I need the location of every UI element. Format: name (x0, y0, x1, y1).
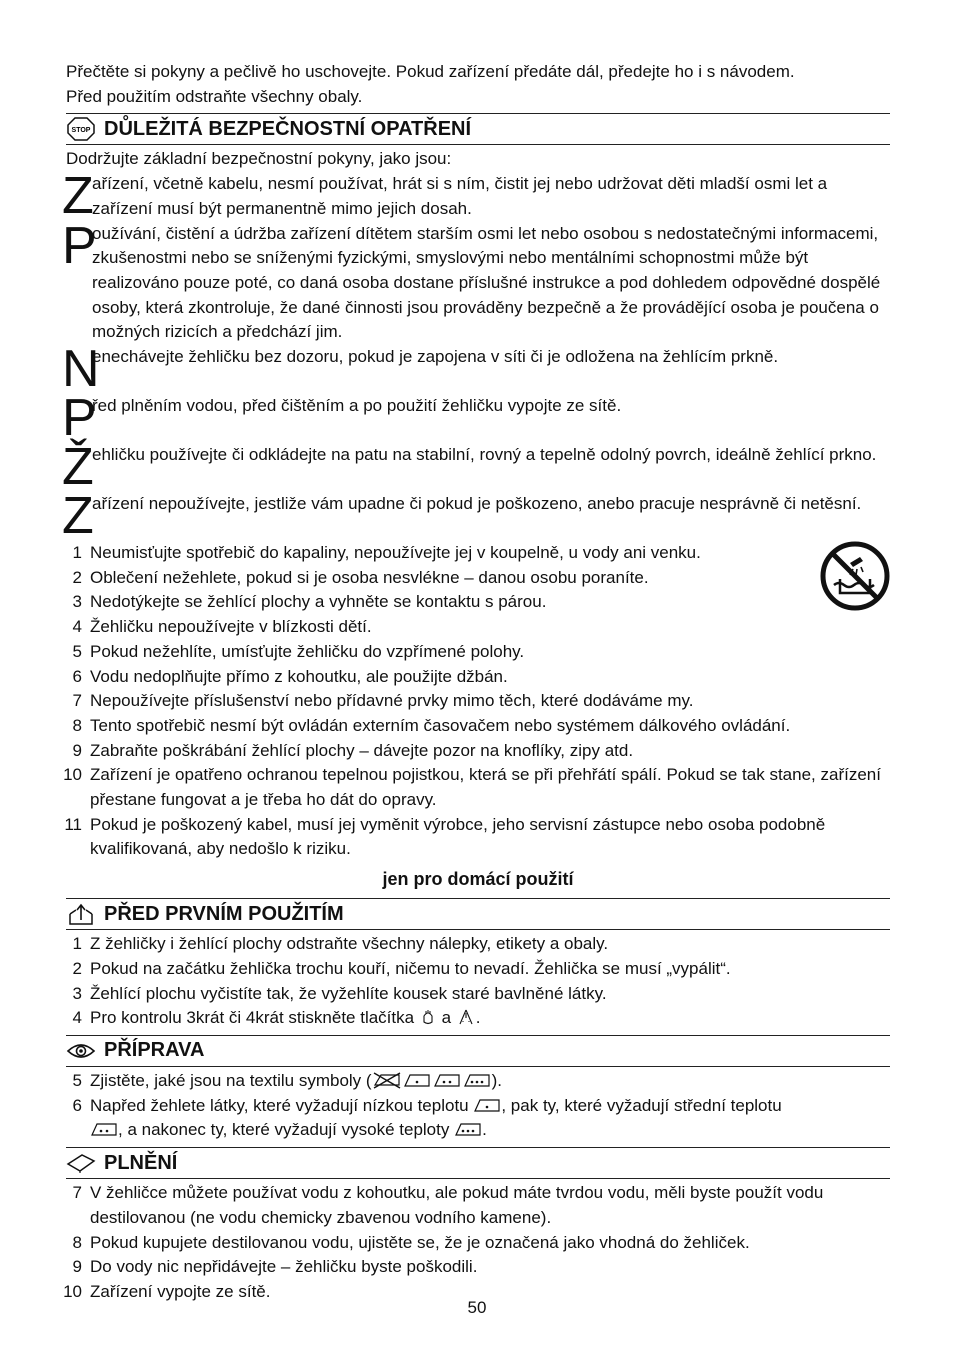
list-item: 2 Oblečení nežehlete, pokud si je osoba nesvlékne – danou osobu poraníte. (72, 567, 649, 587)
safety-block (62, 147, 890, 894)
list-item: 5 Pokud nežehlíte, umísťujte žehličku do vzpřímené polohy. (72, 641, 525, 661)
safety-list (63, 541, 890, 862)
spray-button-icon (456, 1008, 476, 1026)
drop-cap: P (62, 216, 97, 275)
iron-three-dots-icon (462, 1071, 492, 1089)
list-item: 4 Pro kontrolu 3krát či 4krát stiskněte tlačítka a . (72, 1008, 481, 1028)
list-item: 11 Pokud je poškozený kabel, musí jej vyměnit výrobce, jeho servisní zástupce nebo osoba podobně kvalifikovaná, aby nedošlo k riziku. (64, 814, 826, 859)
list-item: 10 Zařízení vypojte ze sítě. (63, 1281, 271, 1301)
iron-one-dot-icon (473, 1096, 501, 1114)
page-number: 50 (467, 1298, 487, 1317)
list-item: 4 Žehličku nepoužívejte v blízkosti dětí. (72, 617, 372, 637)
safety-list-wrap (63, 541, 890, 862)
fill-water-icon (66, 1151, 96, 1175)
drop-text: enechávejte žehličku bez dozoru, pokud je zapojena v síti či je odložena na žehlícím prkně. (92, 347, 779, 367)
steam-button-icon (419, 1008, 437, 1026)
drop-text: oužívání, čistění a údržba zařízení dítětem starším osmi let nebo osobou s nedostatečnými informacemi, zkušenostmi nebo se sníženými fyzickými, smyslovými nebo mentálními schopnostmi může být realizováno pouze poté, co daná osoba dostane příslušné instrukce a pod dohledem odpovědné dospělé osoby, která zkontroluje, že dané činnosti jsou prováděny bezpečně a že provádějící osoba je poučena o možných rizicích a předchází jim. (92, 223, 881, 342)
list-item: 9 Zabraňte poškrábání žehlící plochy – dávejte pozor na knoflíky, zipy atd. (72, 740, 634, 760)
domestic-use-note: jen pro domácí použití (382, 869, 574, 890)
drop-paragraph (62, 487, 890, 546)
fill-heading (66, 1147, 890, 1179)
prep-heading (66, 1035, 890, 1067)
drop-paragraph (62, 438, 890, 497)
unpack-icon (66, 902, 96, 926)
list-item: 9 Do vody nic nepřidávejte – žehličku byste poškodili. (72, 1257, 478, 1277)
list-item: 8 Tento spotřebič nesmí být ovládán externím časovačem nebo systémem dálkového ovládání. (72, 715, 791, 735)
first-use-title: PŘED PRVNÍM POUŽITÍM (104, 902, 344, 925)
prep-block (66, 1069, 890, 1143)
drop-paragraph (62, 216, 890, 346)
drop-paragraph (62, 167, 890, 226)
drop-text: ehličku používejte či odkládejte na patu na stabilní, rovný a tepelně odolný povrch, ideálně žehlící prkno. (92, 445, 877, 465)
intro-line-2: Před použitím odstraňte všechny obaly. (66, 86, 363, 106)
stop-icon (66, 117, 96, 141)
fill-block (63, 1181, 890, 1305)
list-item: 8 Pokud kupujete destilovanou vodu, ujistěte se, že je označená jako vhodná do žehliček. (72, 1232, 750, 1252)
list-item: 1 Neumisťujte spotřebič do kapaliny, nepoužívejte jej v koupelně, u vody ani venku. (72, 543, 701, 563)
intro (66, 60, 890, 109)
list-item: 1 Z žehličky i žehlící plochy odstraňte všechny nálepky, etikety a obaly. (72, 934, 609, 954)
list-item: 3 Žehlící plochu vyčistíte tak, že vyžehlíte kousek staré bavlněné látky. (72, 983, 607, 1003)
list-item: 10 Zařízení je opatřeno ochranou tepelnou pojistkou, která se při přehřátí spálí. Pokud se tak stane, zařízení přestane fungovat a je třeba ho dát do opravy. (63, 765, 881, 810)
iron-one-dot-icon (402, 1071, 432, 1089)
list-item: 7 Nepoužívejte příslušenství nebo přídavné prvky mimo těch, které dodáváme my. (72, 691, 694, 711)
list-item: 3 Nedotýkejte se žehlící plochy a vyhněte se kontaktu s párou. (72, 592, 547, 612)
prep-title: PŘÍPRAVA (104, 1039, 205, 1062)
iron-three-dots-icon (454, 1120, 482, 1138)
prep-list (66, 1069, 890, 1143)
drop-cap: Z (62, 487, 94, 546)
drop-text: ařízení, včetně kabelu, nesmí používat, hrát si s ním, čistit jej nebo udržovat děti mladší osmi let a zařízení musí být permanentně mimo jejich dosah. (92, 174, 828, 218)
safety-title: DŮLEŽITÁ BEZPEČNOSTNÍ OPATŘENÍ (104, 117, 472, 140)
safety-lead: Dodržujte základní bezpečnostní pokyny, jako jsou: (66, 149, 452, 169)
fill-list (63, 1181, 890, 1305)
first-use-heading (66, 898, 890, 930)
drop-cap: P (62, 389, 97, 448)
list-item: 7 V žehličce můžete používat vodu z kohoutku, ale pokud máte tvrdou vodu, měli byste použít vodu destilovanou (ne vodu chemicky zbavenou vodního kamene). (72, 1183, 824, 1227)
list-item: 6 Napřed žehlete látky, které vyžadují nízkou teplotu , pak ty, které vyžadují střední teplotu , a nakonec ty, které vyžadují vysoké teploty . (72, 1095, 782, 1140)
drop-cap: Z (62, 167, 94, 226)
list-item: 2 Pokud na začátku žehlička trochu kouří, ničemu to nevadí. Žehlička se musí „vypálit“. (72, 958, 731, 978)
drop-text: řed plněním vodou, před čištěním a po použití žehličku vypojte ze sítě. (92, 396, 622, 416)
iron-two-dots-icon (432, 1071, 462, 1089)
first-use-list (66, 932, 890, 1031)
eye-icon (66, 1039, 96, 1063)
drop-cap: N (62, 340, 100, 399)
stop-label: STOP (71, 127, 91, 135)
drop-paragraph (62, 389, 890, 448)
iron-two-dots-icon (90, 1120, 118, 1138)
list-item: 5 Zjistěte, jaké jsou na textilu symboly ( ). (72, 1070, 502, 1090)
drop-paragraph (62, 340, 890, 399)
fill-title: PLNĚNÍ (104, 1151, 178, 1174)
safety-heading (66, 113, 890, 145)
drop-text: ařízení nepoužívejte, jestliže vám upadne či pokud je poškozeno, anebo pracuje nesprávně či netěsní. (92, 494, 862, 514)
intro-line-1: Přečtěte si pokyny a pečlivě ho uschovejte. Pokud zařízení předáte dál, předejte ho i s návodem. (66, 62, 795, 81)
no-iron-symbol-icon (372, 1071, 402, 1089)
drop-cap: Ž (62, 438, 94, 497)
first-use-block (66, 932, 890, 1031)
manual-page (62, 60, 890, 1305)
list-item: 6 Vodu nedoplňujte přímo z kohoutku, ale použijte džbán. (72, 666, 508, 686)
